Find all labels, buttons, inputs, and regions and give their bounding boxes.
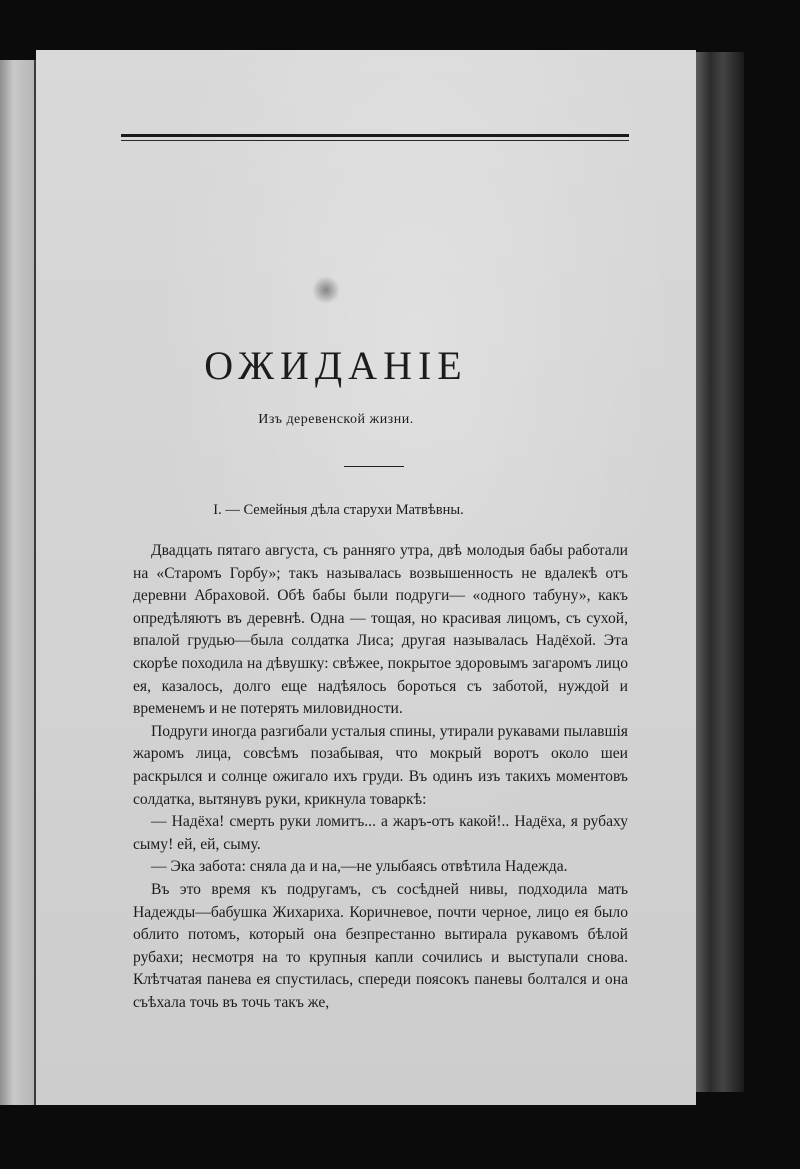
- paragraph: — Эка забота: сняла да и на,—не улыбаясь отвѣтила Надежда.: [151, 858, 568, 876]
- paragraph: Въ это время къ подругамъ, съ сосѣдней нивы, подходила мать Надежды—бабушка Жихариха. Коричневое, почти черное, лицо ея было облито потомъ, который она безпрестанно вытирала рукавомъ бѣлой рубахи; несмотря на то крупныя капли сочились и выступали снова. Клѣтчатая панева ея спустилась, спереди поясокъ паневы болтался и она съѣхала точь въ точь такъ же,: [133, 880, 628, 1011]
- book-spine-edge: [692, 52, 744, 1092]
- paragraph: Подруги иногда разгибали усталыя спины, утирали рукавами пылавшія жаромъ лица, совсѣмъ позабывая, что мокрый воротъ около шеи раскрылся и солнце ожигало ихъ груди. Въ одинъ изъ такихъ моментовъ солдатка, вытянувъ руки, крикнула товаркѣ:: [133, 722, 628, 808]
- paragraph: Двадцать пятаго августа, съ ранняго утра, двѣ молодыя бабы работали на «Старомъ Горбу»; такъ называлась возвышенность не вдалекѣ отъ деревни Абраховой. Обѣ бабы были подруги— «одного табуну», какъ опредѣляютъ въ деревнѣ. Одна — тощая, но красивая лицомъ, съ сухой, впалой грудью—была солдатка Лиса; другая называлась Надёхой. Эта скорѣе походила на дѣвушку: свѣжее, покрытое здоровымъ загаромъ лицо ея, казалось, долго еще надѣялось бороться съ заботой, нуждой и временемъ и не потерять миловидности.: [133, 542, 628, 718]
- header-rule: [121, 134, 629, 137]
- paragraph: — Надёха! смерть руки ломитъ... а жаръ-отъ какой!.. Надёха, я рубаху сыму! ей, ей, сыму.: [133, 813, 628, 853]
- book-page: [36, 50, 696, 1105]
- story-subtitle: Изъ деревенской жизни.: [258, 412, 414, 427]
- body-text: [133, 540, 628, 1014]
- chapter-heading: I. — Семейныя дѣла старухи Матвѣвны.: [213, 502, 464, 518]
- left-page-edge: [0, 60, 36, 1105]
- story-title: ОЖИДАНІЕ: [204, 343, 468, 388]
- title-divider: [344, 466, 404, 467]
